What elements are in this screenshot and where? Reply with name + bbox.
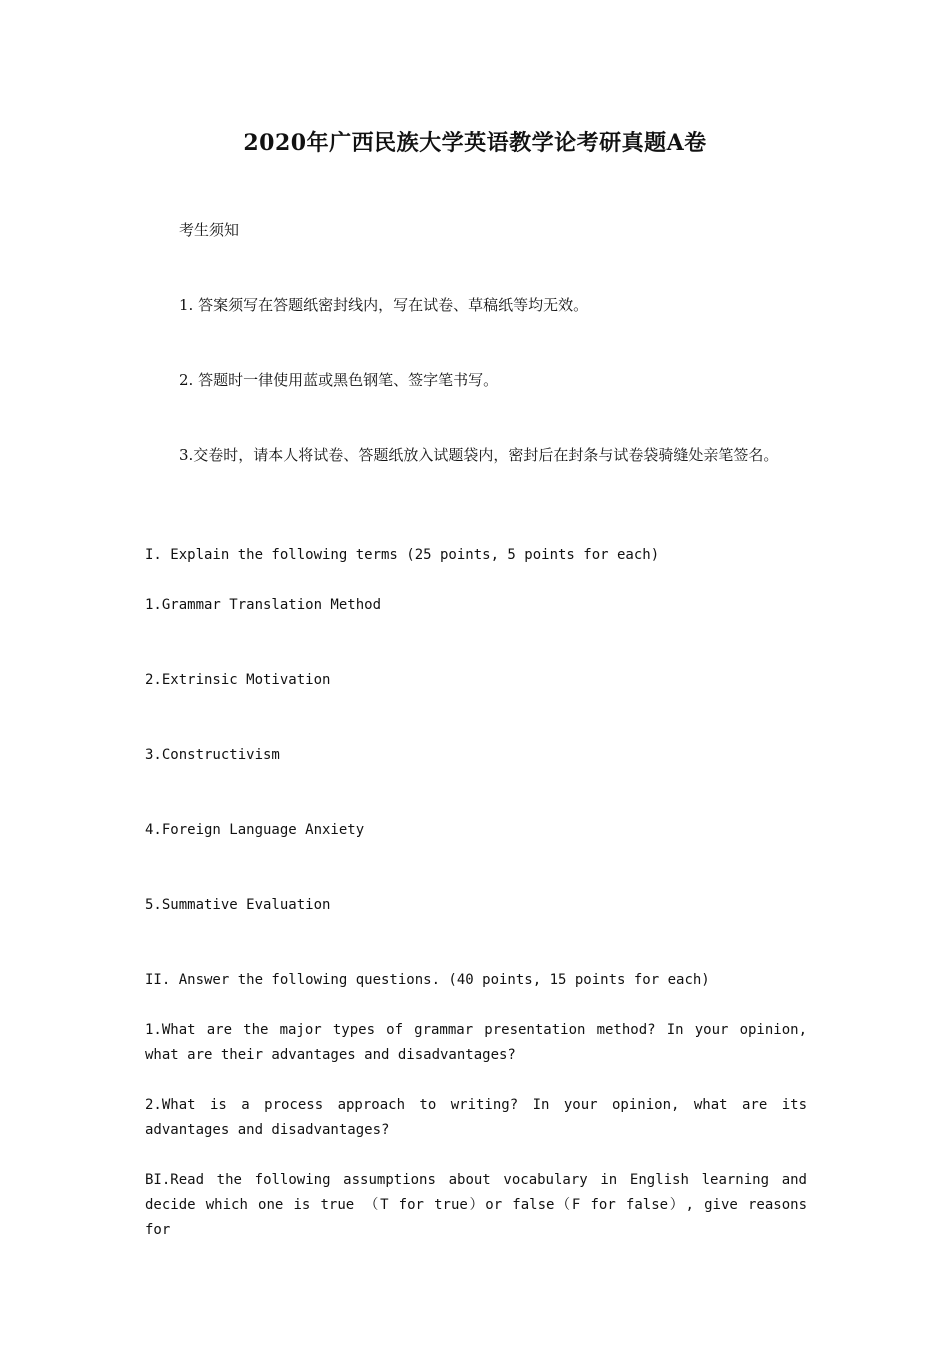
document-title: 2020年广西民族大学英语教学论考研真题A卷 [243,130,707,156]
section-3-heading: BI.Read the following assumptions about vocabulary in English learning and decide which one is true （T for true）or false（F for false）, give reasons for [145,1172,807,1238]
question-2: 2.What is a process approach to writing? In your opinion, what are its advantages and disadvantages? [145,1097,807,1138]
term-5: 5.Summative Evaluation [145,897,331,913]
notice-item-2: 2. 答题时一律使用蓝或黑色钢笔、签字笔书写。 [179,371,499,389]
notice-heading: 考生须知 [179,221,240,239]
notice-item-1: 1. 答案须写在答题纸密封线内，写在试卷、草稿纸等均无效。 [179,296,589,314]
section-1-heading: I. Explain the following terms (25 points, 5 points for each) [145,547,660,563]
term-4: 4.Foreign Language Anxiety [145,822,365,838]
question-1: 1.What are the major types of grammar presentation method? In your opinion, what are their advantages and disadvantages? [145,1022,807,1063]
term-2: 2.Extrinsic Motivation [145,672,331,688]
term-3: 3.Constructivism [145,747,280,763]
notice-item-3: 3.交卷时，请本人将试卷、答题纸放入试题袋内，密封后在封条与试卷袋骑缝处亲笔签名。 [179,446,779,464]
term-1: 1.Grammar Translation Method [145,597,382,613]
section-2-heading: II. Answer the following questions. (40 points, 15 points for each) [145,972,710,988]
